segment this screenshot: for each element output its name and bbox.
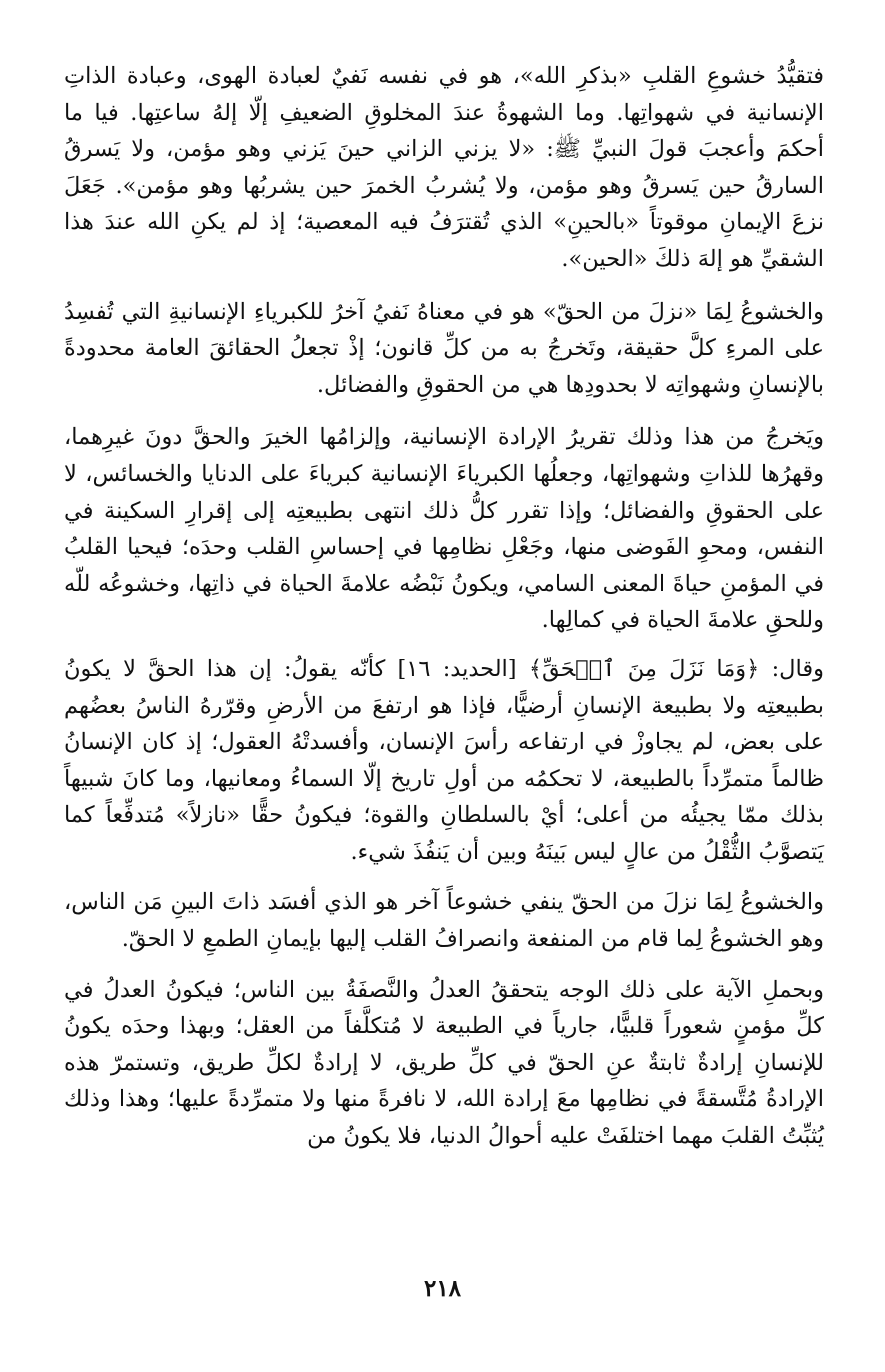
- paragraph-6: وبحملِ الآية على ذلك الوجه يتحققُ العدلُ والنَّصفَةُ بين الناس؛ فيكونُ العدلُ في كلِّ مؤمنٍ شعوراً قلبيًّا، جارياً في الطبيعة لا مُتكلَّفاً من العقل؛ وبهذا وحدَه يكونُ للإنسانِ إرادةٌ ثابتةٌ عنِ الحقّ في كلِّ طريق، لا إرادةٌ لكلِّ طريق، وتستمرّ هذه الإرادةُ مُتَّسقةً في نظامِها معَ إرادة الله، لا نافرةً منها ولا متمرِّدةً عليها؛ وهذا وذلك يُثبِّتُ القلبَ مهما اختلفَتْ عليه أحوالُ الدنيا، فلا يكونُ من: [64, 976, 824, 1150]
- paragraph-3: ويَخرجُ من هذا وذلك تقريرُ الإرادة الإنسانية، وإلزامُها الخيرَ والحقَّ دونَ غيرِهما، وقهرُها للذاتِ وشهواتِها، وجعلُها الكبرياءَ الإنسانية كبرياءَ على الدنايا والخسائس، لا على الحقوقِ والفضائل؛ وإذا تقرر كلُّ ذلك انتهى بطبيعتِه إلى إقرارِ السكينة في النفس، ومحوِ الفَوضى منها، وجَعْلِ نظامِها في إحساسِ القلب وحدَه؛ فيحيا القلبُ في المؤمنِ حياةَ المعنى السامي، ويكونُ نَبْضُه علامةَ الحياة في ذاتِها، وخشوعُه للّه وللحقِ علامةَ الحياة في كمالِها.: [64, 424, 824, 634]
- book-page-text: [64, 58, 824, 1155]
- paragraph-1: فتقيُّدُ خشوعِ القلبِ «بذكرِ الله»، هو في نفسه نَفيٌ لعبادة الهوى، وعبادة الذاتِ الإنسانية في شهواتِها. وما الشهوةُ عندَ المخلوقِ الضعيفِ إلّا إلهُ ساعتِها. فيا ما أحكمَ وأعجبَ قولَ النبيِّ ﷺ: «لا يزني الزاني حينَ يَزني وهو مؤمن، ولا يَسرقُ السارقُ حين يَسرقُ وهو مؤمن، ولا يُشربُ الخمرَ حين يشربُها وهو مؤمن». جَعَلَ نزعَ الإيمانِ موقوتاً «بالحينِ» الذي تُقترَفُ فيه المعصية؛ إذ لم يكنِ الله عندَ هذا الشقيِّ هو إلهَ ذلكَ «الحين».: [64, 63, 824, 272]
- paragraph-5: والخشوعُ لِمَا نزلَ من الحقّ ينفي خشوعاً آخر هو الذي أفسَد ذاتَ البينِ مَن الناس، وهو الخشوعُ لِما قام من المنفعة وانصرافُ القلب إليها بإيمانِ الطمعِ لا الحقّ.: [64, 889, 824, 953]
- paragraph-2: والخشوعُ لِمَا «نزلَ من الحقّ» هو في معناهُ نَفيُ آخرُ للكبرياءِ الإنسانيةِ التي تُفسِدُ على المرءِ كلَّ حقيقة، وتَخرجُ به من كلِّ قانون؛ إذْ تجعلُ الحقائقَ العامة محدودةً بالإنسانِ وشهواتِه لا بحدودِها هي من الحقوقِ والفضائل.: [64, 298, 824, 398]
- page-number: ٢١٨: [423, 1275, 462, 1302]
- paragraph-4: وقال: ﴿وَمَا نَزَلَ مِنَ ٱلۡحَقِّ﴾ [الحديد: ١٦] كأنّه يقولُ: إن هذا الحقَّ لا يكونُ بطبيعتِه ولا بطبيعة الإنسانِ أرضيًّا، فإذا هو ارتفعَ من الأرضِ وقرّرهُ الناسُ بعضُهم على بعض، لم يجاوزْ في ارتفاعه رأسَ الإنسان، وأفسدتْهُ العقول؛ إذ كان الإنسانُ ظالماً متمرِّداً بالطبيعة، لا تحكمُه من أولِ تاريخ إلّا السماءُ ومعانيها، وما كانَ شبيهاً بذلك ممّا يجيئُه من أعلى؛ أيْ بالسلطانِ والقوة؛ فيكونُ حقًّا «نازلاً» مُتدفِّعاً كما يَتصوَّبُ الثُّقْلُ من عالٍ ليس بَينَهُ وبين أن يَنفُذَ شيء.: [64, 655, 824, 865]
